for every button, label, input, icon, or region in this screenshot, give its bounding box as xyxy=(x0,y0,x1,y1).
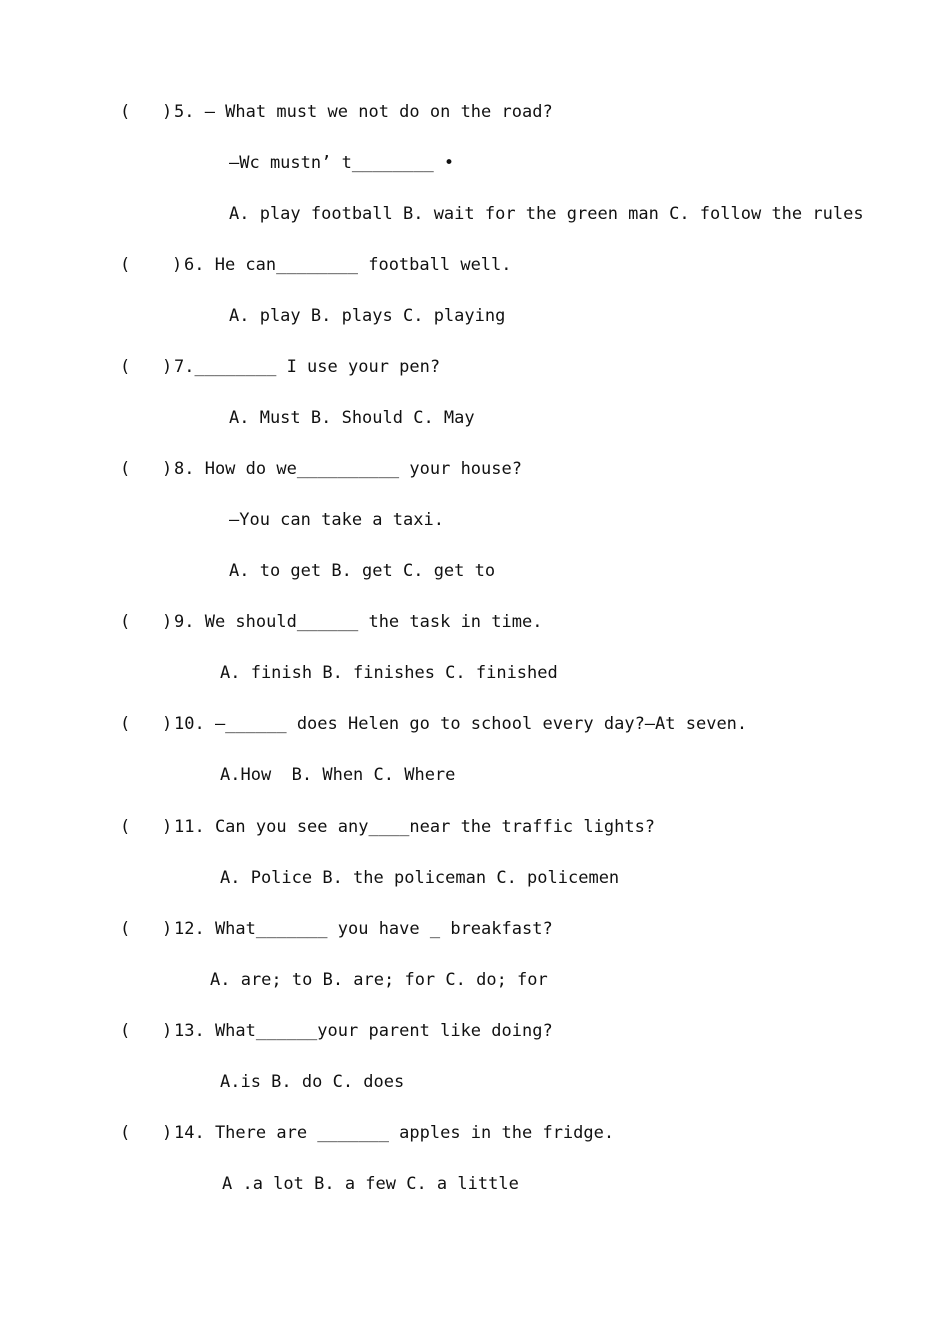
question-stem: 11. Can you see any____near the traffic lights? xyxy=(174,817,656,837)
answer-paren-close: ) xyxy=(162,1021,173,1041)
answer-options: A. finish B. finishes C. finished xyxy=(220,663,558,683)
question-stem: 10. —______ does Helen go to school every day?—At seven. xyxy=(174,714,748,734)
answer-paren-open: ( xyxy=(120,255,131,275)
answer-paren-close: ) xyxy=(172,255,183,275)
answer-options: A. Police B. the policeman C. policemen xyxy=(220,868,620,888)
answer-options: A. Must B. Should C. May xyxy=(229,408,475,428)
answer-options: A. play football B. wait for the green man C. follow the rules xyxy=(229,204,864,224)
answer-options: A. are; to B. are; for C. do; for xyxy=(210,970,548,990)
answer-options: A.How B. When C. Where xyxy=(220,765,456,785)
answer-options: A.is B. do C. does xyxy=(220,1072,405,1092)
answer-options: A. play B. plays C. playing xyxy=(229,306,506,326)
answer-options: A .a lot B. a few C. a little xyxy=(222,1174,519,1194)
question-stem: 12. What_______ you have _ breakfast? xyxy=(174,919,553,939)
answer-paren-open: ( xyxy=(120,714,131,734)
answer-paren-open: ( xyxy=(120,1123,131,1143)
question-line: —Wc mustn’ t________ • xyxy=(229,153,455,173)
answer-paren-open: ( xyxy=(120,919,131,939)
answer-paren-open: ( xyxy=(120,357,131,377)
question-stem: 14. There are _______ apples in the fridge. xyxy=(174,1123,615,1143)
question-stem: 6. He can________ football well. xyxy=(184,255,512,275)
answer-paren-open: ( xyxy=(120,1021,131,1041)
answer-paren-close: ) xyxy=(162,1123,173,1143)
answer-paren-close: ) xyxy=(162,612,173,632)
answer-paren-open: ( xyxy=(120,612,131,632)
answer-paren-open: ( xyxy=(120,817,131,837)
question-stem: 7.________ I use your pen? xyxy=(174,357,441,377)
question-stem: 9. We should______ the task in time. xyxy=(174,612,543,632)
question-line: —You can take a taxi. xyxy=(229,510,444,530)
answer-paren-close: ) xyxy=(162,714,173,734)
answer-paren-close: ) xyxy=(162,817,173,837)
answer-paren-open: ( xyxy=(120,459,131,479)
answer-paren-open: ( xyxy=(120,102,131,122)
answer-paren-close: ) xyxy=(162,919,173,939)
answer-paren-close: ) xyxy=(162,357,173,377)
question-stem: 13. What______your parent like doing? xyxy=(174,1021,553,1041)
answer-paren-close: ) xyxy=(162,102,173,122)
question-stem: 5. — What must we not do on the road? xyxy=(174,102,553,122)
answer-options: A. to get B. get C. get to xyxy=(229,561,496,581)
answer-paren-close: ) xyxy=(162,459,173,479)
question-stem: 8. How do we__________ your house? xyxy=(174,459,522,479)
